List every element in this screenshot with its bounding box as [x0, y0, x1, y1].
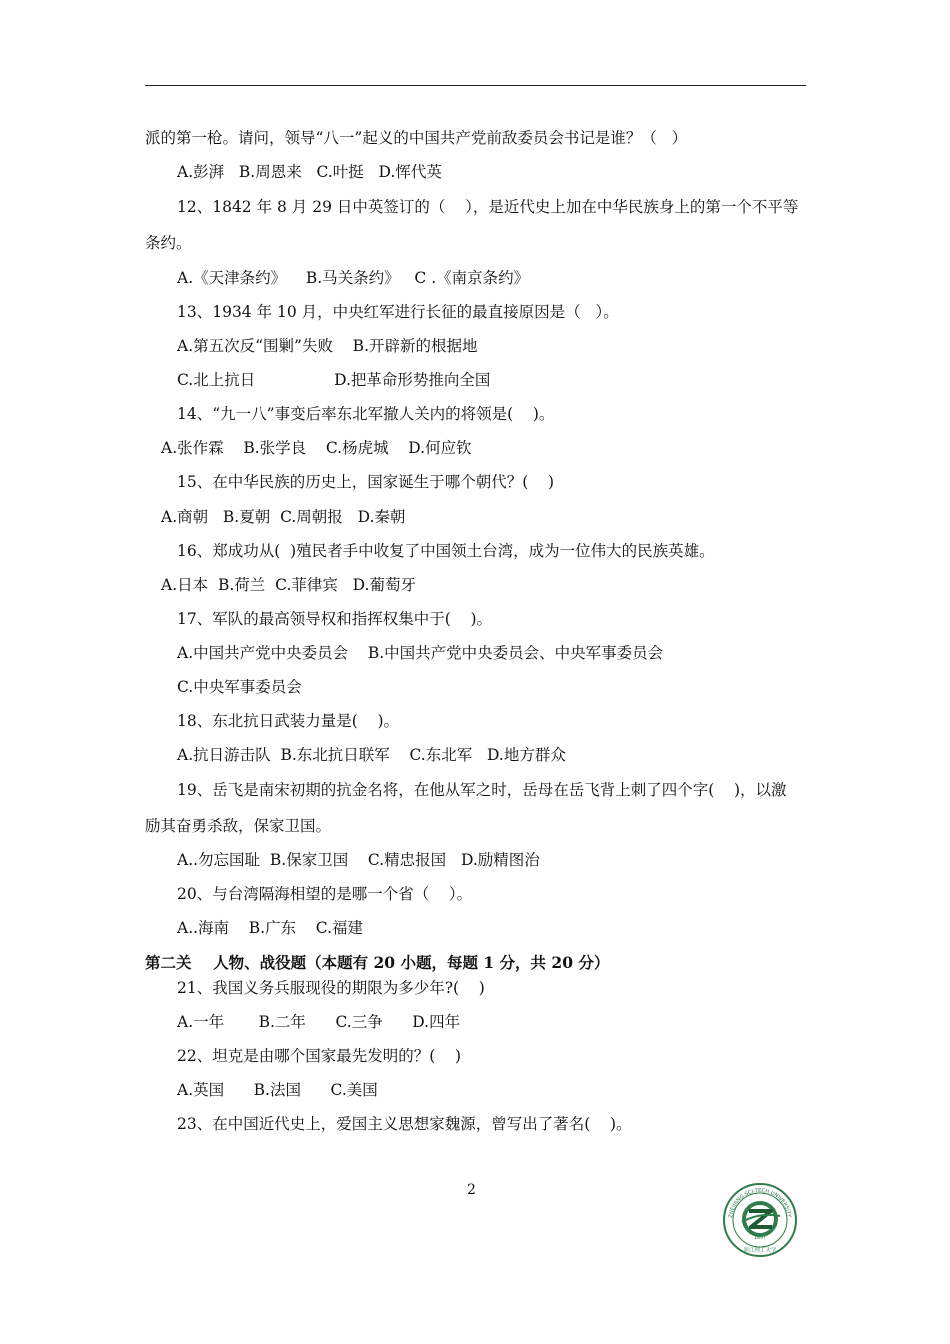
seal-year: 1897: [754, 1236, 766, 1241]
q12-continuation: 条约。: [145, 234, 192, 252]
header-rule: [145, 85, 806, 86]
q17-options-c: C.中央军事委员会: [177, 678, 302, 696]
q12-options: A.《天津条约》 B.马关条约》 C .《南京条约》: [177, 269, 530, 287]
q13-options-cd: C.北上抗日 D.把革命形势推向全国: [177, 371, 491, 389]
q14-text: 14、“九一八”事变后率东北军撤人关内的将领是( )。: [177, 405, 555, 423]
q12-text: 12、1842 年 8 月 29 日中英签订的（ ），是近代史上加在中华民族身上的第一个不平等: [177, 198, 799, 216]
q21-text: 21、我国义务兵服现役的期限为多少年?( ): [177, 979, 485, 997]
q23-text: 23、在中国近代史上，爱国主义思想家魏源，曾写出了著名( )。: [177, 1115, 632, 1133]
q22-text: 22、坦克是由哪个国家最先发明的？( ): [177, 1047, 462, 1065]
q16-options: A.日本 B.荷兰 C.菲律宾 D.葡萄牙: [161, 576, 416, 594]
q20-options: A..海南 B.广东 C.福建: [177, 919, 364, 937]
q15-text: 15、在中华民族的历史上，国家诞生于哪个朝代？( ): [177, 473, 555, 491]
q14-options: A.张作霖 B.张学良 C.杨虎城 D.何应钦: [161, 439, 472, 457]
university-seal-icon: [722, 1182, 798, 1258]
q19-continuation: 励其奋勇杀敌，保家卫国。: [145, 817, 332, 835]
q17-options-ab: A.中国共产党中央委员会 B.中国共产党中央委员会、中央军事委员会: [177, 644, 664, 662]
q11-options: A.彭湃 B.周恩来 C.叶挺 D.恽代英: [177, 163, 442, 181]
q20-text: 20、与台湾隔海相望的是哪一个省（ ）。: [177, 885, 473, 903]
q21-options: A.一年 B.二年 C.三争 D.四年: [177, 1013, 461, 1031]
q18-options: A.抗日游击队 B.东北抗日联军 C.东北军 D.地方群众: [177, 746, 566, 764]
page-number: 2: [467, 1182, 476, 1198]
q16-text: 16、郑成功从( )殖民者手中收复了中国领土台湾，成为一位伟大的民族英雄。: [177, 542, 715, 560]
seal-name: 浙江理工大学: [743, 1248, 777, 1254]
q19-text: 19、岳飞是南宋初期的抗金名将，在他从军之时，岳母在岳飞背上刺了四个字( )，以激: [177, 781, 787, 799]
seal-ring-text: ZHEJIANG SCI-TECH UNIVERSITY: [728, 1187, 792, 1219]
q11-continuation: 派的第一枪。请问，领导“八一”起义的中国共产党前敌委员会书记是谁？（ ）: [145, 129, 688, 147]
section-heading: 第二关 人物、战役题（本题有 20 小题，每题 1 分，共 20 分）: [145, 953, 610, 972]
q19-options: A..勿忘国耻 B.保家卫国 C.精忠报国 D.励精图治: [177, 851, 540, 869]
q18-text: 18、东北抗日武装力量是( )。: [177, 712, 400, 730]
q13-options-ab: A.第五次反“围剿”失败 B.开辟新的根据地: [177, 337, 478, 355]
q22-options: A.英国 B.法国 C.美国: [177, 1081, 378, 1099]
q15-options: A.商朝 B.夏朝 C.周朝报 D.秦朝: [161, 508, 406, 526]
q17-text: 17、军队的最高领导权和指挥权集中于( )。: [177, 610, 493, 628]
q13-text: 13、1934 年 10 月，中央红军进行长征的最直接原因是（ ）。: [177, 303, 619, 321]
